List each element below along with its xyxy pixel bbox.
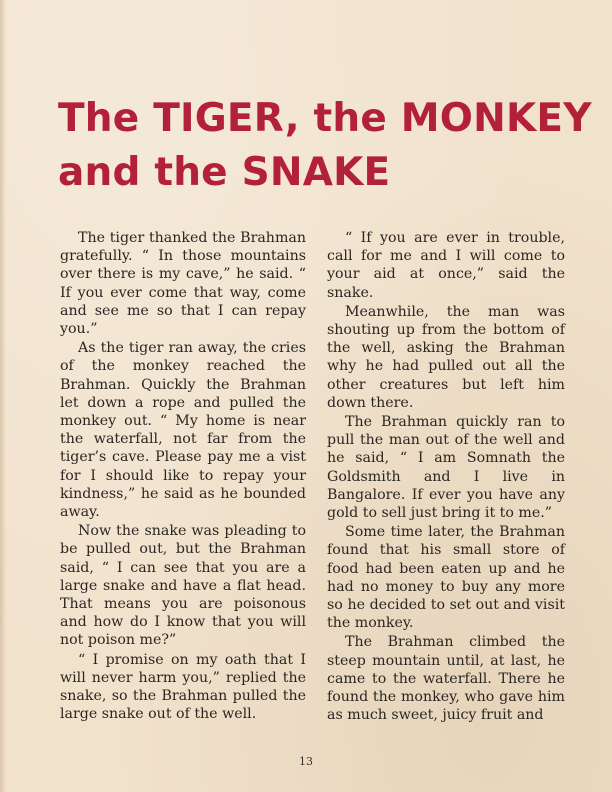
paragraph: “ If you are ever in trouble, call for me and I will come to your aid at once,” said the snake. [327,230,565,301]
left-column [60,229,306,723]
paragraph: The Brahman quickly ran to pull the man out of the well and he said, “ I am Somnath the Goldsmith and I live in Bangalore. If ever you have any gold to sell just bring it to me.” [327,414,565,522]
paragraph: Now the snake was pleading to be pulled out, but the Brahman said, “ I can see that you are a large snake and have a flat head. That means you are poisonous and how do I know that you will not poison me?” [60,523,306,649]
title-line-1: The TIGER, the MONKEY [58,96,592,141]
story-title [58,92,592,200]
paragraph: “ I promise on my oath that I will never harm you,” replied the snake, so the Brahman pulled the large snake out of the well. [60,651,306,723]
paragraph: Some time later, the Brahman found that his small store of food had been eaten up and he had no money to buy any more so he decided to set out and visit the monkey. [327,524,565,632]
paragraph: Meanwhile, the man was shouting up from the bottom of the well, asking the Brahman why he had pulled out all the other creatures but left him down there. [327,303,565,411]
title-line-2: and the SNAKE [58,150,391,195]
right-column [327,229,565,724]
page-edge-shadow [0,0,6,792]
paragraph: The tiger thanked the Brahman gratefully. “ In those mountains over there is my cave,” he said. “ If you ever come that way, come and see me so that I can repay you.” [60,230,306,338]
paragraph: The Brahman climbed the steep mountain until, at last, he came to the waterfall. There he found the monkey, who gave him as much sweet, juicy fruit and [327,634,565,724]
page-number: 13 [299,755,313,768]
paragraph: As the tiger ran away, the cries of the monkey reached the Brahman. Quickly the Brahman let down a rope and pulled the monkey out. “ My home is near the waterfall, not far from the tiger’s cave. Please pay me a vist for I should like to repay your kindness,” he said as he bounded away. [60,340,306,521]
